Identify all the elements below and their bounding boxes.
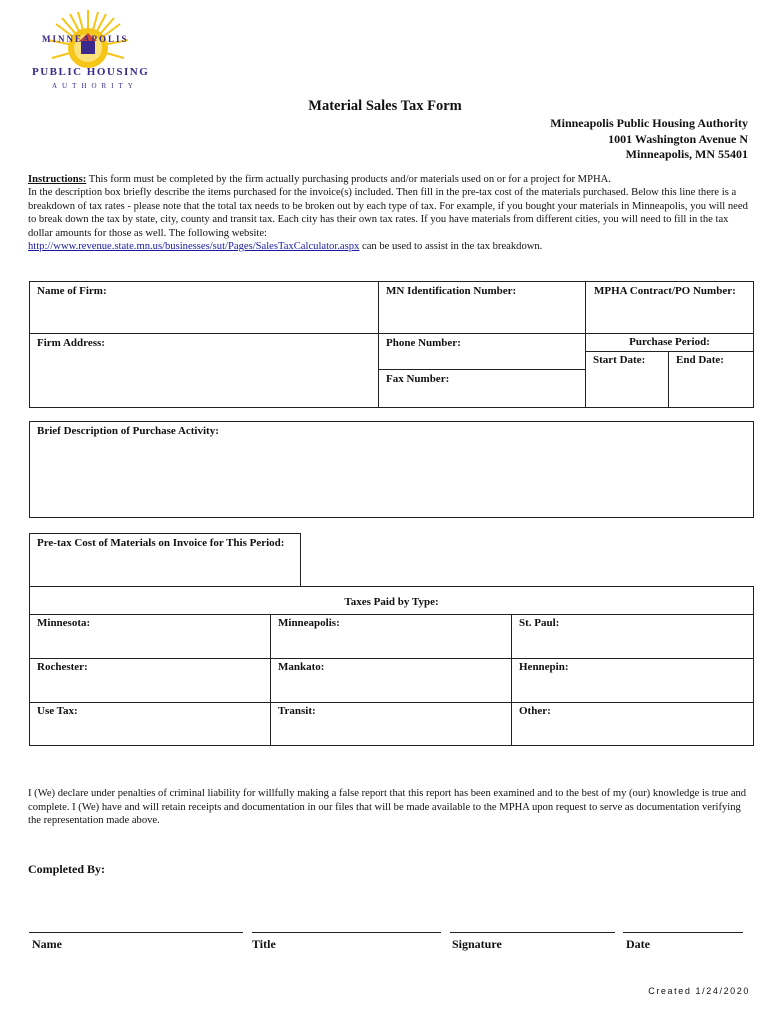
instructions-text-3: can be used to assist in the tax breakdown. (359, 241, 543, 253)
firm-name-field[interactable] (29, 281, 379, 334)
logo-line-1: MINNEAPOLIS (42, 34, 129, 44)
org-name: Minneapolis Public Housing Authority (550, 116, 748, 130)
name-caption: Name (32, 937, 62, 951)
contract-field[interactable] (585, 281, 754, 334)
tax-minnesota-field[interactable] (29, 614, 271, 659)
signature-line[interactable] (450, 932, 615, 933)
tax-rochester-label: Rochester: (37, 661, 88, 673)
tax-use-field[interactable] (29, 702, 271, 746)
tax-hennepin-field[interactable] (511, 658, 754, 703)
purchase-period-header (585, 333, 754, 352)
page-title: Material Sales Tax Form (308, 98, 462, 114)
tax-other-label: Other: (519, 705, 551, 717)
logo-line-3: AUTHORITY (52, 82, 138, 90)
name-line[interactable] (29, 932, 243, 933)
tax-rochester-field[interactable] (29, 658, 271, 703)
taxes-heading: Taxes Paid by Type: (344, 596, 439, 608)
firm-address-field[interactable] (29, 333, 379, 408)
end-date-label: End Date: (676, 354, 724, 366)
declaration-text: I (We) declare under penalties of criminal liability for willfully making a false report that this report has been examined and to the best of my (our) knowledge is true and complete. I (We) have and will retain receipts and documentation in our files that will be made available to the MPHA upon request to serve as documentation verifying the representation made above. (28, 788, 747, 827)
tax-hennepin-label: Hennepin: (519, 661, 569, 673)
tax-minneapolis-field[interactable] (270, 614, 512, 659)
tax-use-label: Use Tax: (37, 705, 78, 717)
completed-by-label: Completed By: (28, 862, 105, 876)
fax-field[interactable] (378, 369, 586, 408)
tax-stpaul-label: St. Paul: (519, 617, 560, 629)
tax-transit-label: Transit: (278, 705, 316, 717)
tax-calculator-link[interactable]: http://www.revenue.state.mn.us/businesses/sut/Pages/SalesTaxCalculator.aspx (28, 241, 360, 253)
firm-name-label: Name of Firm: (37, 285, 107, 297)
contract-label: MPHA Contract/PO Number: (594, 285, 736, 297)
instructions-heading: Instructions: (28, 174, 87, 185)
tax-minnesota-label: Minnesota: (37, 617, 91, 629)
description-label: Brief Description of Purchase Activity: (37, 425, 219, 437)
date-line[interactable] (623, 932, 743, 933)
mpha-logo (28, 8, 158, 100)
org-city: Minneapolis, MN 55401 (625, 147, 748, 161)
signature-caption: Signature (452, 937, 502, 951)
fax-label: Fax Number: (386, 373, 450, 385)
firm-address-label: Firm Address: (37, 337, 105, 349)
pretax-cost-field[interactable] (29, 533, 301, 587)
end-date-field[interactable] (668, 351, 754, 408)
org-street: 1001 Washington Avenue N (608, 131, 748, 146)
created-date: Created 1/24/2020 (648, 986, 750, 996)
date-caption: Date (626, 937, 650, 951)
title-caption: Title (252, 937, 276, 951)
phone-label: Phone Number: (386, 337, 461, 349)
instructions-text-1: This form must be completed by the firm actually purchasing products and/or materials used on or for a project for MPHA. (86, 174, 611, 185)
org-address (550, 116, 748, 163)
tax-minneapolis-label: Minneapolis: (278, 617, 340, 629)
tax-stpaul-field[interactable] (511, 614, 754, 659)
phone-field[interactable] (378, 333, 586, 370)
instructions-text-2: In the description box briefly describe the items purchased for the invoice(s) included. Then fill in the pre-tax cost of the materials purchased. Below this line there is a breakdown of tax rates - please note that the total tax needs to be broken out by each type of tax. For example, if you bought your materials in Minneapolis, you will need to break down the tax by state, city, county and transit tax. Each city has their own tax rates. If you have materials from different cities, you will need to fill in the tax dollar amounts for those as well. The following website: (28, 187, 748, 239)
tax-transit-field[interactable] (270, 702, 512, 746)
tax-mankato-label: Mankato: (278, 661, 325, 673)
start-date-field[interactable] (585, 351, 669, 408)
tax-mankato-field[interactable] (270, 658, 512, 703)
title-line[interactable] (252, 932, 441, 933)
purchase-period-label: Purchase Period: (629, 336, 710, 348)
tax-other-field[interactable] (511, 702, 754, 746)
taxes-header (29, 586, 754, 615)
instructions (28, 173, 748, 253)
mn-id-field[interactable] (378, 281, 586, 334)
logo-line-2: PUBLIC HOUSING (32, 66, 150, 78)
start-date-label: Start Date: (593, 354, 646, 366)
pretax-cost-label: Pre-tax Cost of Materials on Invoice for This Period: (37, 537, 285, 549)
mn-id-label: MN Identification Number: (386, 285, 517, 297)
description-field[interactable] (29, 421, 754, 518)
